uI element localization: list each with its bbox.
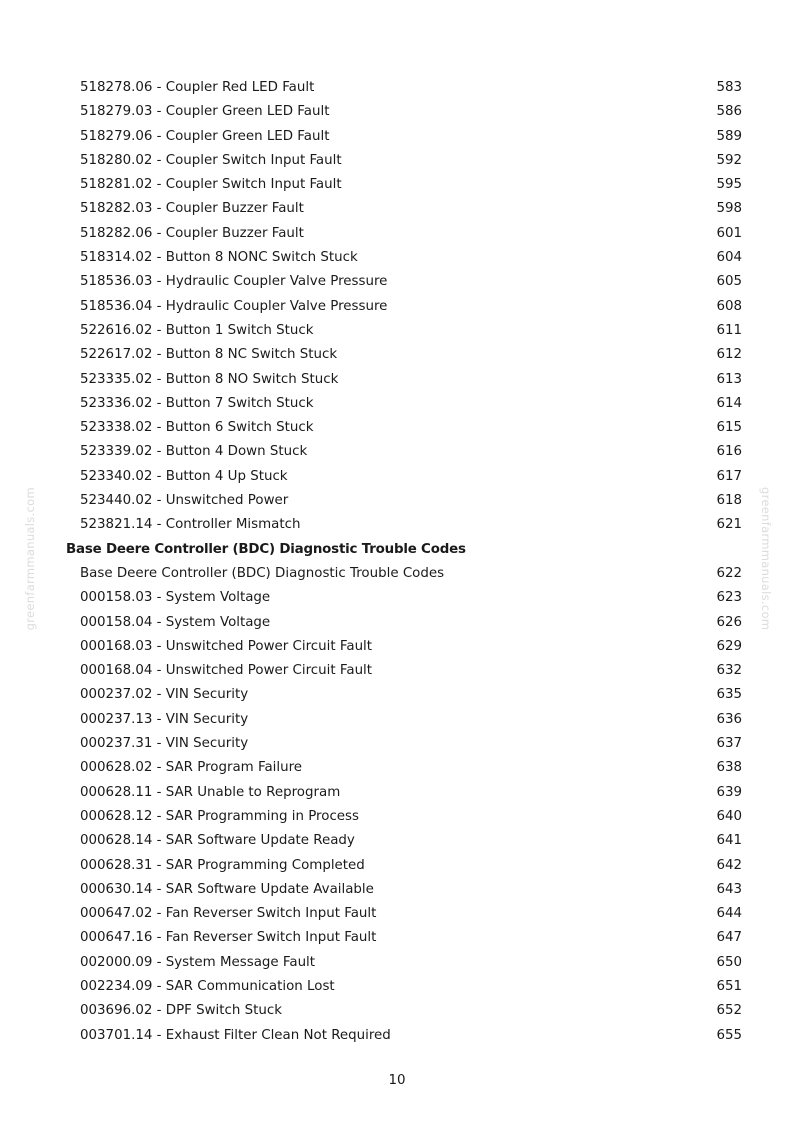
toc-entry-title: Base Deere Controller (BDC) Diagnostic Trouble Codes — [66, 541, 466, 557]
toc-entry-page: 605 — [716, 274, 742, 290]
toc-entry-title: 000237.02 - VIN Security — [80, 687, 249, 703]
toc-entry[interactable] — [0, 440, 794, 464]
toc-entry-title: 000158.03 - System Voltage — [80, 590, 271, 606]
toc-entry-page: 592 — [716, 152, 742, 168]
toc-entry-page: 586 — [716, 104, 742, 120]
toc-entry-title: 000628.14 - SAR Software Update Ready — [80, 833, 355, 849]
toc-entry-page: 644 — [716, 906, 742, 922]
toc-entry[interactable] — [0, 683, 794, 707]
toc-entry-title: 518278.06 - Coupler Red LED Fault — [80, 80, 315, 95]
toc-section-heading — [0, 538, 794, 562]
toc-entry[interactable] — [0, 805, 794, 829]
toc-entry[interactable] — [0, 295, 794, 319]
toc-entry[interactable] — [0, 999, 794, 1023]
toc-entry-title: 000647.02 - Fan Reverser Switch Input Fault — [80, 906, 377, 922]
toc-entry-title: 518279.06 - Coupler Green LED Fault — [80, 128, 330, 144]
toc-entry-page: 629 — [716, 638, 742, 654]
page-number: 10 — [388, 1073, 406, 1088]
toc-entry-page: 615 — [716, 420, 742, 436]
toc-entry[interactable] — [0, 902, 794, 926]
watermark-left: greenfarmmanuals.com — [23, 487, 37, 631]
toc-entry[interactable] — [0, 562, 794, 586]
toc-entry-page: 632 — [716, 663, 742, 679]
toc-entry-page: 651 — [716, 978, 742, 994]
toc-entry-title: 000237.13 - VIN Security — [80, 711, 249, 727]
toc-entry-page: 608 — [716, 298, 742, 314]
toc-entry-title: 518536.03 - Hydraulic Coupler Valve Pressure — [80, 274, 388, 290]
toc-entry-page: 614 — [716, 395, 742, 411]
toc-entry-page: 589 — [716, 128, 742, 144]
toc-entry-page: 639 — [716, 784, 742, 800]
toc-entry-title: 518536.04 - Hydraulic Coupler Valve Pressure — [80, 298, 388, 314]
toc-entry-page: 612 — [716, 347, 742, 363]
toc-entry[interactable] — [0, 878, 794, 902]
toc-entry-title: 518281.02 - Coupler Switch Input Fault — [80, 177, 342, 193]
toc-entry[interactable] — [0, 149, 794, 173]
toc-entry-page: 647 — [716, 930, 742, 946]
toc-entry-title: 000630.14 - SAR Software Update Available — [80, 881, 374, 897]
toc-entry-title: 003696.02 - DPF Switch Stuck — [80, 1003, 282, 1019]
toc-entry-page: 637 — [716, 736, 742, 752]
toc-entry[interactable] — [0, 270, 794, 294]
toc-entry-title: 523336.02 - Button 7 Switch Stuck — [80, 395, 314, 411]
toc-entry[interactable] — [0, 100, 794, 124]
toc-entry-page: 622 — [716, 565, 742, 581]
toc-entry-title: 000647.16 - Fan Reverser Switch Input Fault — [80, 930, 377, 946]
toc-entry-page: 650 — [716, 954, 742, 970]
toc-entry[interactable] — [0, 392, 794, 416]
toc-entry[interactable] — [0, 222, 794, 246]
toc-entry-page: 583 — [716, 80, 742, 95]
toc-entry-title: 523338.02 - Button 6 Switch Stuck — [80, 420, 314, 436]
toc-entry[interactable] — [0, 416, 794, 440]
toc-entry-title: 000237.31 - VIN Security — [80, 736, 249, 752]
toc-entry[interactable] — [0, 586, 794, 610]
toc-entry-title: 523821.14 - Controller Mismatch — [80, 517, 301, 533]
toc-entry-page: 655 — [716, 1027, 742, 1043]
toc-entry-page: 601 — [716, 225, 742, 241]
toc-entry-title: 000628.12 - SAR Programming in Process — [80, 808, 359, 824]
toc-entry-page: 636 — [716, 711, 742, 727]
toc-entry[interactable] — [0, 756, 794, 780]
toc-entry[interactable] — [0, 489, 794, 513]
toc-entry-page: 652 — [716, 1003, 742, 1019]
toc-entry-page: 604 — [716, 250, 742, 266]
toc-entry[interactable] — [0, 368, 794, 392]
toc-entry[interactable] — [0, 708, 794, 732]
toc-entry[interactable] — [0, 635, 794, 659]
toc-entry-page: 635 — [716, 687, 742, 703]
toc-entry-title: 522616.02 - Button 1 Switch Stuck — [80, 322, 314, 338]
toc-entry-title: 518282.06 - Coupler Buzzer Fault — [80, 225, 304, 241]
toc-entry[interactable] — [0, 76, 794, 100]
toc-entry[interactable] — [0, 343, 794, 367]
toc-entry[interactable] — [0, 926, 794, 950]
toc-entry[interactable] — [0, 975, 794, 999]
toc-entry-page: 618 — [716, 493, 742, 509]
toc-entry[interactable] — [0, 173, 794, 197]
toc-entry-page: 641 — [716, 833, 742, 849]
toc-entry-page: 626 — [716, 614, 742, 630]
toc-entry-page: 617 — [716, 468, 742, 484]
toc-entry-title: 000158.04 - System Voltage — [80, 614, 271, 630]
toc-entry-title: 523339.02 - Button 4 Down Stuck — [80, 444, 308, 460]
toc-entry-title: 002234.09 - SAR Communication Lost — [80, 978, 335, 994]
toc-entry[interactable] — [0, 465, 794, 489]
toc-entry-page: 613 — [716, 371, 742, 387]
toc-entry[interactable] — [0, 197, 794, 221]
toc-entry[interactable] — [0, 781, 794, 805]
toc-entry-title: 000628.02 - SAR Program Failure — [80, 760, 303, 776]
toc-entry-title: 000628.31 - SAR Programming Completed — [80, 857, 365, 873]
toc-entry[interactable] — [0, 246, 794, 270]
toc-entry-title: 000168.03 - Unswitched Power Circuit Fault — [80, 638, 373, 654]
toc-entry[interactable] — [0, 125, 794, 149]
toc-entry-title: 518314.02 - Button 8 NONC Switch Stuck — [80, 250, 358, 266]
toc-entry-page: 616 — [716, 444, 742, 460]
toc-entry-title: 518280.02 - Coupler Switch Input Fault — [80, 152, 342, 168]
toc-entry-title: 000628.11 - SAR Unable to Reprogram — [80, 784, 341, 800]
toc-entry[interactable] — [0, 854, 794, 878]
toc-entry-title: 518279.03 - Coupler Green LED Fault — [80, 104, 330, 120]
toc-entry-page: 598 — [716, 201, 742, 217]
toc-entry-page: 640 — [716, 808, 742, 824]
toc-entry[interactable] — [0, 513, 794, 537]
toc-entry-page: 643 — [716, 881, 742, 897]
toc-entry-title: 523340.02 - Button 4 Up Stuck — [80, 468, 288, 484]
toc-entry-title: 000168.04 - Unswitched Power Circuit Fault — [80, 663, 373, 679]
toc-entry-title: 523335.02 - Button 8 NO Switch Stuck — [80, 371, 339, 387]
toc-entry-title: 002000.09 - System Message Fault — [80, 954, 316, 970]
toc-entry[interactable] — [0, 732, 794, 756]
toc-entry[interactable] — [0, 659, 794, 683]
toc-entry-title: Base Deere Controller (BDC) Diagnostic Trouble Codes — [80, 565, 445, 581]
toc-entry[interactable] — [0, 1024, 794, 1048]
table-of-contents — [0, 76, 794, 1048]
toc-entry[interactable] — [0, 951, 794, 975]
watermark-right: greenfarmmanuals.com — [759, 487, 773, 631]
toc-entry-title: 522617.02 - Button 8 NC Switch Stuck — [80, 347, 338, 363]
toc-entry-page: 638 — [716, 760, 742, 776]
toc-entry-title: 003701.14 - Exhaust Filter Clean Not Required — [80, 1027, 391, 1043]
toc-entry-page: 623 — [716, 590, 742, 606]
toc-entry-title: 518282.03 - Coupler Buzzer Fault — [80, 201, 304, 217]
toc-entry[interactable] — [0, 829, 794, 853]
toc-entry[interactable] — [0, 611, 794, 635]
toc-entry-page: 595 — [716, 177, 742, 193]
toc-entry-title: 523440.02 - Unswitched Power — [80, 493, 289, 509]
toc-entry-page: 621 — [716, 517, 742, 533]
toc-entry-page: 611 — [716, 322, 742, 338]
toc-entry-page: 642 — [716, 857, 742, 873]
toc-entry[interactable] — [0, 319, 794, 343]
